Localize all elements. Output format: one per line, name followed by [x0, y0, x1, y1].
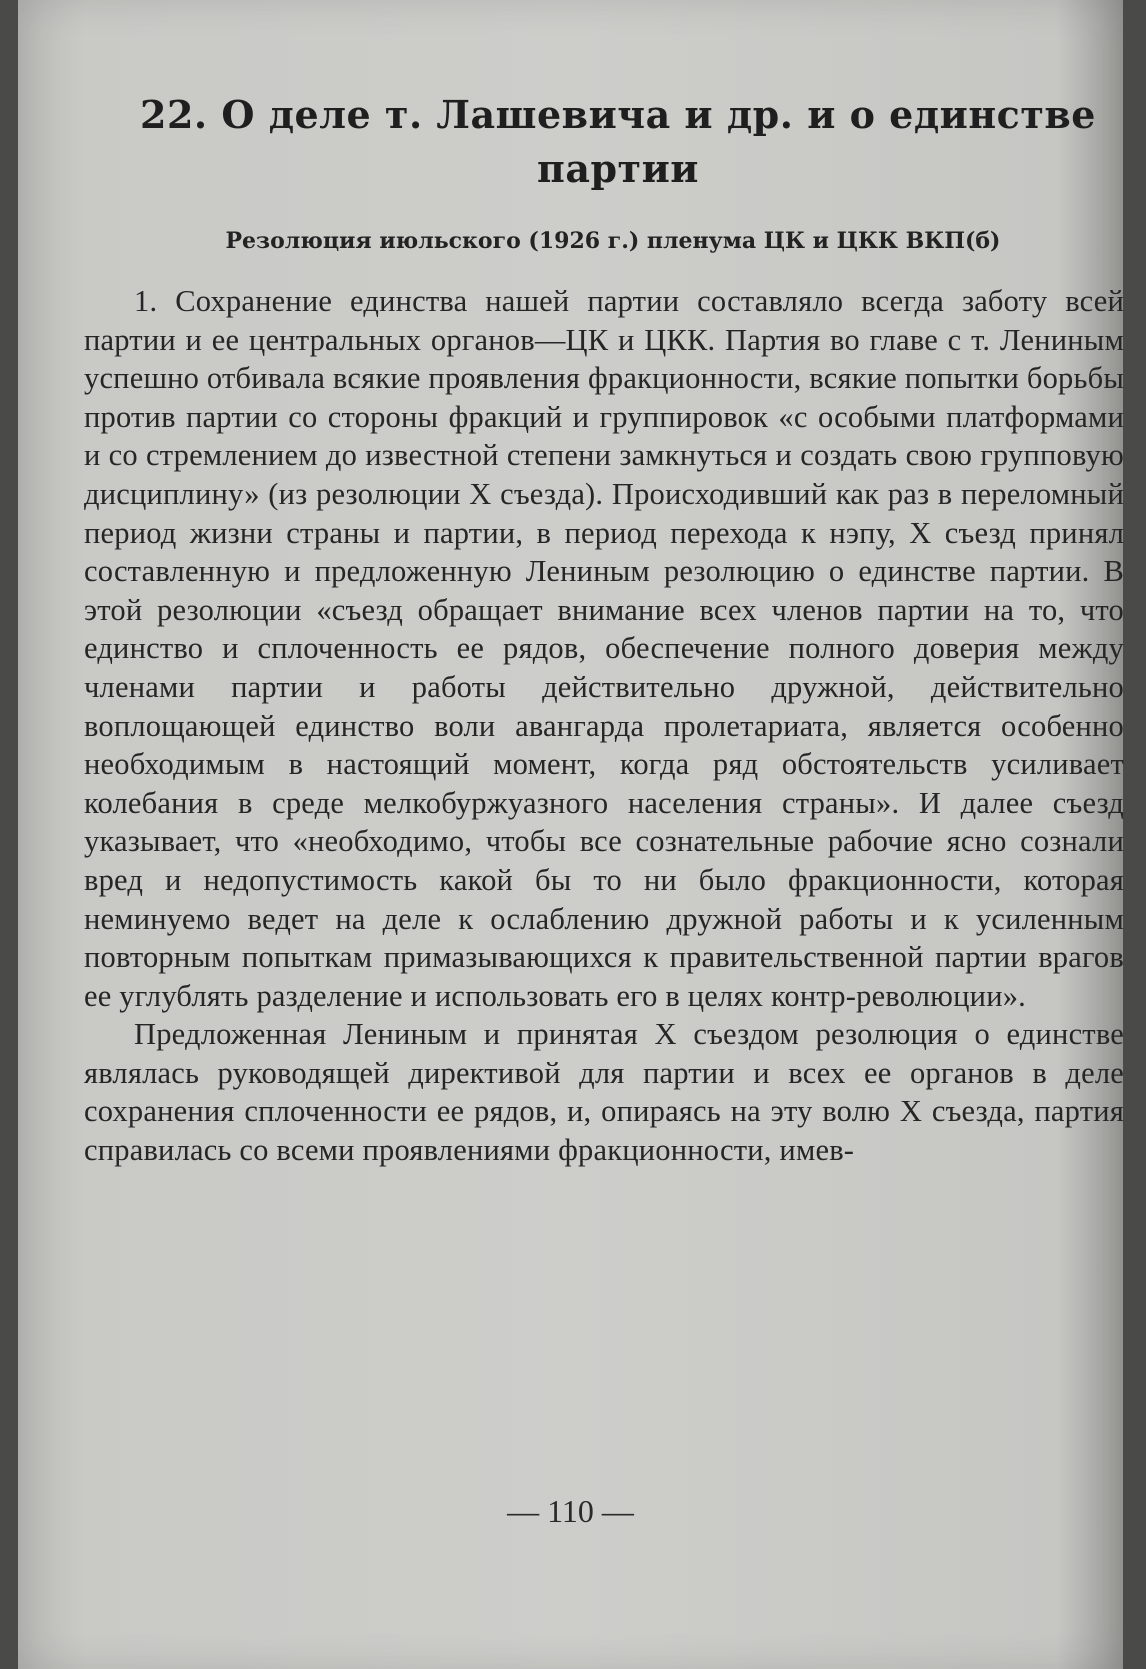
book-page: [18, 0, 1123, 1669]
resolution-subtitle: Резолюция июльского (1926 г.) пленума ЦК и ЦКК ВКП(б): [225, 228, 1001, 254]
paragraph-1: 1. Сохранение единства нашей партии составляло всегда заботу всей партии и ее центральных органов—ЦК и ЦКК. Партия во главе с т. Лениным успешно отбивала всякие проявления фракционности, всякие попытки борьбы против партии со стороны фракций и группировок «с особыми платформами и со стремлением до известной степени замкнуться и создать свою групповую дисциплину» (из резолюции X съезда). Происходивший как раз в переломный период жизни страны и партии, в период перехода к нэпу, X съезд принял составленную и предложенную Лениным резолюцию о единстве партии. В этой резолюции «съезд обращает внимание всех членов партии на то, что единство и сплоченность ее рядов, обеспечение полного доверия между членами партии и работы действительно дружной, действительно воплощающей единство воли авангарда пролетариата, является особенно необходимым в настоящий момент, когда ряд обстоятельств усиливает колебания в среде мелкобуржуазного населения страны». И далее съезд указывает, что «необходимо, чтобы все сознательные рабочие ясно сознали вред и недопустимость какой бы то ни было фракционности, которая неминуемо ведет на деле к ослаблению дружной работы и к усиленным повторным попыткам примазывающихся к правительственной партии врагов ее углублять разделение и использовать его в целях контр-революции».: [84, 284, 1125, 1013]
page-number: — 110 —: [507, 1493, 634, 1529]
section-title: 22. О деле т. Лашевича и др. и о единстве партии: [140, 92, 1096, 191]
body-text: [84, 282, 1124, 1170]
paragraph-2: Предложенная Лениным и принятая X съездом резолюция о единстве являлась руководящей директивой для партии и всех ее органов в деле сохранения сплоченности ее рядов, и, опираясь на эту волю X съезда, партия справилась со всеми проявлениями фракционности, имев-: [84, 1017, 1124, 1168]
